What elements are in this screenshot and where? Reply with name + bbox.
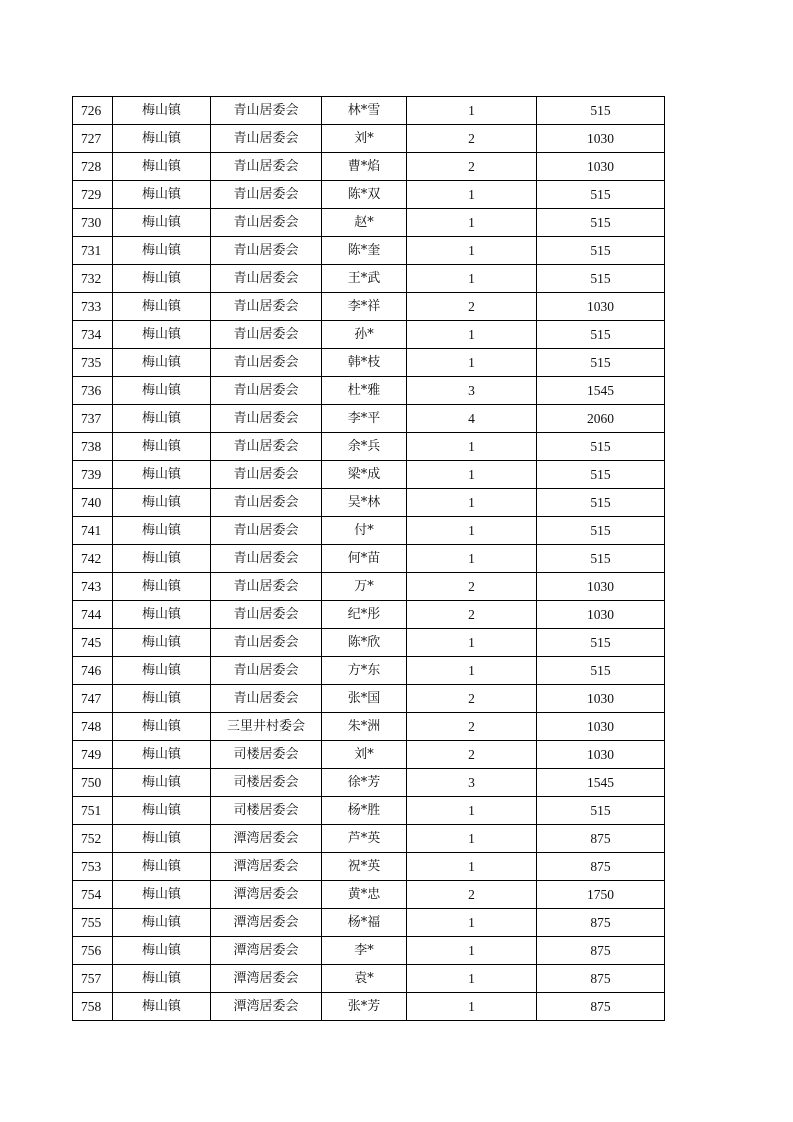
- count-cell: 2: [407, 741, 537, 769]
- village-cell: 潭湾居委会: [211, 937, 322, 965]
- table-row: [73, 405, 665, 433]
- town-cell: 梅山镇: [113, 713, 211, 741]
- village-cell: 青山居委会: [211, 601, 322, 629]
- town-cell: 梅山镇: [113, 517, 211, 545]
- amount-cell: 875: [537, 909, 665, 937]
- table-row: [73, 321, 665, 349]
- name-cell: 刘*: [322, 125, 407, 153]
- name-cell: 纪*彤: [322, 601, 407, 629]
- amount-cell: 515: [537, 545, 665, 573]
- row-number-cell: 739: [73, 461, 113, 489]
- town-cell: 梅山镇: [113, 237, 211, 265]
- amount-cell: 1030: [537, 293, 665, 321]
- count-cell: 2: [407, 601, 537, 629]
- amount-cell: 875: [537, 825, 665, 853]
- table-row: [73, 181, 665, 209]
- village-cell: 潭湾居委会: [211, 993, 322, 1021]
- name-cell: 朱*洲: [322, 713, 407, 741]
- row-number-cell: 755: [73, 909, 113, 937]
- table-row: [73, 853, 665, 881]
- town-cell: 梅山镇: [113, 377, 211, 405]
- table-row: [73, 461, 665, 489]
- amount-cell: 1030: [537, 741, 665, 769]
- village-cell: 青山居委会: [211, 321, 322, 349]
- town-cell: 梅山镇: [113, 181, 211, 209]
- count-cell: 1: [407, 545, 537, 573]
- count-cell: 2: [407, 153, 537, 181]
- name-cell: 余*兵: [322, 433, 407, 461]
- count-cell: 2: [407, 685, 537, 713]
- town-cell: 梅山镇: [113, 433, 211, 461]
- town-cell: 梅山镇: [113, 825, 211, 853]
- town-cell: 梅山镇: [113, 965, 211, 993]
- village-cell: 潭湾居委会: [211, 825, 322, 853]
- amount-cell: 515: [537, 433, 665, 461]
- table-row: [73, 825, 665, 853]
- row-number-cell: 745: [73, 629, 113, 657]
- village-cell: 青山居委会: [211, 181, 322, 209]
- town-cell: 梅山镇: [113, 797, 211, 825]
- village-cell: 青山居委会: [211, 629, 322, 657]
- town-cell: 梅山镇: [113, 545, 211, 573]
- amount-cell: 515: [537, 349, 665, 377]
- amount-cell: 1030: [537, 685, 665, 713]
- row-number-cell: 731: [73, 237, 113, 265]
- count-cell: 4: [407, 405, 537, 433]
- village-cell: 司楼居委会: [211, 769, 322, 797]
- name-cell: 杨*胜: [322, 797, 407, 825]
- row-number-cell: 728: [73, 153, 113, 181]
- village-cell: 青山居委会: [211, 125, 322, 153]
- village-cell: 青山居委会: [211, 377, 322, 405]
- row-number-cell: 754: [73, 881, 113, 909]
- amount-cell: 515: [537, 517, 665, 545]
- table-row: [73, 377, 665, 405]
- count-cell: 1: [407, 489, 537, 517]
- count-cell: 1: [407, 349, 537, 377]
- table-row: [73, 685, 665, 713]
- table-row: [73, 545, 665, 573]
- data-table: [72, 96, 665, 1021]
- village-cell: 青山居委会: [211, 209, 322, 237]
- name-cell: 梁*成: [322, 461, 407, 489]
- town-cell: 梅山镇: [113, 629, 211, 657]
- count-cell: 1: [407, 237, 537, 265]
- table-row: [73, 713, 665, 741]
- table-row: [73, 657, 665, 685]
- count-cell: 1: [407, 797, 537, 825]
- table-row: [73, 153, 665, 181]
- table-row: [73, 573, 665, 601]
- row-number-cell: 729: [73, 181, 113, 209]
- town-cell: 梅山镇: [113, 265, 211, 293]
- name-cell: 王*武: [322, 265, 407, 293]
- name-cell: 方*东: [322, 657, 407, 685]
- town-cell: 梅山镇: [113, 853, 211, 881]
- village-cell: 青山居委会: [211, 461, 322, 489]
- table-row: [73, 741, 665, 769]
- name-cell: 陈*欣: [322, 629, 407, 657]
- table-row: [73, 937, 665, 965]
- amount-cell: 515: [537, 657, 665, 685]
- count-cell: 1: [407, 909, 537, 937]
- table-row: [73, 993, 665, 1021]
- count-cell: 1: [407, 461, 537, 489]
- name-cell: 李*平: [322, 405, 407, 433]
- table-row: [73, 797, 665, 825]
- name-cell: 吴*林: [322, 489, 407, 517]
- village-cell: 潭湾居委会: [211, 909, 322, 937]
- name-cell: 李*祥: [322, 293, 407, 321]
- count-cell: 1: [407, 629, 537, 657]
- village-cell: 潭湾居委会: [211, 853, 322, 881]
- village-cell: 司楼居委会: [211, 741, 322, 769]
- village-cell: 青山居委会: [211, 489, 322, 517]
- town-cell: 梅山镇: [113, 125, 211, 153]
- amount-cell: 1545: [537, 377, 665, 405]
- row-number-cell: 732: [73, 265, 113, 293]
- village-cell: 青山居委会: [211, 265, 322, 293]
- row-number-cell: 751: [73, 797, 113, 825]
- count-cell: 2: [407, 573, 537, 601]
- name-cell: 李*: [322, 937, 407, 965]
- town-cell: 梅山镇: [113, 461, 211, 489]
- count-cell: 1: [407, 181, 537, 209]
- count-cell: 1: [407, 993, 537, 1021]
- count-cell: 3: [407, 377, 537, 405]
- town-cell: 梅山镇: [113, 349, 211, 377]
- table-row: [73, 601, 665, 629]
- village-cell: 青山居委会: [211, 293, 322, 321]
- name-cell: 张*芳: [322, 993, 407, 1021]
- amount-cell: 875: [537, 853, 665, 881]
- town-cell: 梅山镇: [113, 209, 211, 237]
- row-number-cell: 742: [73, 545, 113, 573]
- name-cell: 万*: [322, 573, 407, 601]
- table-row: [73, 965, 665, 993]
- amount-cell: 515: [537, 181, 665, 209]
- name-cell: 刘*: [322, 741, 407, 769]
- row-number-cell: 736: [73, 377, 113, 405]
- row-number-cell: 749: [73, 741, 113, 769]
- row-number-cell: 743: [73, 573, 113, 601]
- row-number-cell: 740: [73, 489, 113, 517]
- village-cell: 青山居委会: [211, 573, 322, 601]
- name-cell: 曹*焰: [322, 153, 407, 181]
- count-cell: 2: [407, 713, 537, 741]
- amount-cell: 515: [537, 97, 665, 125]
- town-cell: 梅山镇: [113, 769, 211, 797]
- row-number-cell: 735: [73, 349, 113, 377]
- count-cell: 2: [407, 125, 537, 153]
- village-cell: 司楼居委会: [211, 797, 322, 825]
- name-cell: 祝*英: [322, 853, 407, 881]
- town-cell: 梅山镇: [113, 573, 211, 601]
- table-row: [73, 909, 665, 937]
- count-cell: 1: [407, 517, 537, 545]
- row-number-cell: 750: [73, 769, 113, 797]
- table-row: [73, 125, 665, 153]
- row-number-cell: 756: [73, 937, 113, 965]
- village-cell: 青山居委会: [211, 517, 322, 545]
- row-number-cell: 744: [73, 601, 113, 629]
- name-cell: 孙*: [322, 321, 407, 349]
- count-cell: 1: [407, 937, 537, 965]
- amount-cell: 515: [537, 209, 665, 237]
- count-cell: 1: [407, 657, 537, 685]
- row-number-cell: 730: [73, 209, 113, 237]
- name-cell: 陈*双: [322, 181, 407, 209]
- amount-cell: 1030: [537, 573, 665, 601]
- amount-cell: 875: [537, 937, 665, 965]
- town-cell: 梅山镇: [113, 937, 211, 965]
- count-cell: 1: [407, 209, 537, 237]
- name-cell: 陈*奎: [322, 237, 407, 265]
- name-cell: 付*: [322, 517, 407, 545]
- name-cell: 杜*雅: [322, 377, 407, 405]
- table-row: [73, 209, 665, 237]
- amount-cell: 875: [537, 965, 665, 993]
- amount-cell: 515: [537, 797, 665, 825]
- name-cell: 黄*忠: [322, 881, 407, 909]
- amount-cell: 875: [537, 993, 665, 1021]
- row-number-cell: 748: [73, 713, 113, 741]
- row-number-cell: 726: [73, 97, 113, 125]
- row-number-cell: 746: [73, 657, 113, 685]
- row-number-cell: 733: [73, 293, 113, 321]
- village-cell: 青山居委会: [211, 153, 322, 181]
- count-cell: 2: [407, 881, 537, 909]
- row-number-cell: 734: [73, 321, 113, 349]
- table-row: [73, 293, 665, 321]
- town-cell: 梅山镇: [113, 909, 211, 937]
- village-cell: 青山居委会: [211, 685, 322, 713]
- row-number-cell: 758: [73, 993, 113, 1021]
- count-cell: 3: [407, 769, 537, 797]
- table-row: [73, 489, 665, 517]
- count-cell: 1: [407, 97, 537, 125]
- count-cell: 2: [407, 293, 537, 321]
- amount-cell: 2060: [537, 405, 665, 433]
- table-row: [73, 517, 665, 545]
- name-cell: 袁*: [322, 965, 407, 993]
- amount-cell: 1030: [537, 153, 665, 181]
- row-number-cell: 752: [73, 825, 113, 853]
- row-number-cell: 747: [73, 685, 113, 713]
- name-cell: 赵*: [322, 209, 407, 237]
- amount-cell: 1030: [537, 601, 665, 629]
- amount-cell: 1750: [537, 881, 665, 909]
- village-cell: 青山居委会: [211, 405, 322, 433]
- table-row: [73, 265, 665, 293]
- amount-cell: 1030: [537, 125, 665, 153]
- table-row: [73, 629, 665, 657]
- name-cell: 何*苗: [322, 545, 407, 573]
- row-number-cell: 741: [73, 517, 113, 545]
- count-cell: 1: [407, 321, 537, 349]
- town-cell: 梅山镇: [113, 881, 211, 909]
- row-number-cell: 753: [73, 853, 113, 881]
- name-cell: 徐*芳: [322, 769, 407, 797]
- name-cell: 张*国: [322, 685, 407, 713]
- table-row: [73, 769, 665, 797]
- village-cell: 青山居委会: [211, 657, 322, 685]
- name-cell: 芦*英: [322, 825, 407, 853]
- row-number-cell: 757: [73, 965, 113, 993]
- town-cell: 梅山镇: [113, 405, 211, 433]
- amount-cell: 515: [537, 321, 665, 349]
- name-cell: 杨*福: [322, 909, 407, 937]
- amount-cell: 1030: [537, 713, 665, 741]
- village-cell: 潭湾居委会: [211, 965, 322, 993]
- amount-cell: 515: [537, 461, 665, 489]
- count-cell: 1: [407, 965, 537, 993]
- table-row: [73, 881, 665, 909]
- town-cell: 梅山镇: [113, 993, 211, 1021]
- count-cell: 1: [407, 433, 537, 461]
- town-cell: 梅山镇: [113, 321, 211, 349]
- table-row: [73, 237, 665, 265]
- town-cell: 梅山镇: [113, 489, 211, 517]
- amount-cell: 515: [537, 237, 665, 265]
- amount-cell: 515: [537, 489, 665, 517]
- village-cell: 三里井村委会: [211, 713, 322, 741]
- table-body: [73, 97, 665, 1021]
- row-number-cell: 737: [73, 405, 113, 433]
- town-cell: 梅山镇: [113, 685, 211, 713]
- village-cell: 青山居委会: [211, 237, 322, 265]
- town-cell: 梅山镇: [113, 153, 211, 181]
- town-cell: 梅山镇: [113, 97, 211, 125]
- name-cell: 林*雪: [322, 97, 407, 125]
- village-cell: 潭湾居委会: [211, 881, 322, 909]
- amount-cell: 1545: [537, 769, 665, 797]
- count-cell: 1: [407, 825, 537, 853]
- count-cell: 1: [407, 853, 537, 881]
- amount-cell: 515: [537, 629, 665, 657]
- town-cell: 梅山镇: [113, 293, 211, 321]
- row-number-cell: 738: [73, 433, 113, 461]
- table-row: [73, 433, 665, 461]
- count-cell: 1: [407, 265, 537, 293]
- village-cell: 青山居委会: [211, 545, 322, 573]
- table-row: [73, 349, 665, 377]
- village-cell: 青山居委会: [211, 349, 322, 377]
- name-cell: 韩*枝: [322, 349, 407, 377]
- amount-cell: 515: [537, 265, 665, 293]
- row-number-cell: 727: [73, 125, 113, 153]
- table-row: [73, 97, 665, 125]
- village-cell: 青山居委会: [211, 97, 322, 125]
- town-cell: 梅山镇: [113, 601, 211, 629]
- village-cell: 青山居委会: [211, 433, 322, 461]
- town-cell: 梅山镇: [113, 741, 211, 769]
- town-cell: 梅山镇: [113, 657, 211, 685]
